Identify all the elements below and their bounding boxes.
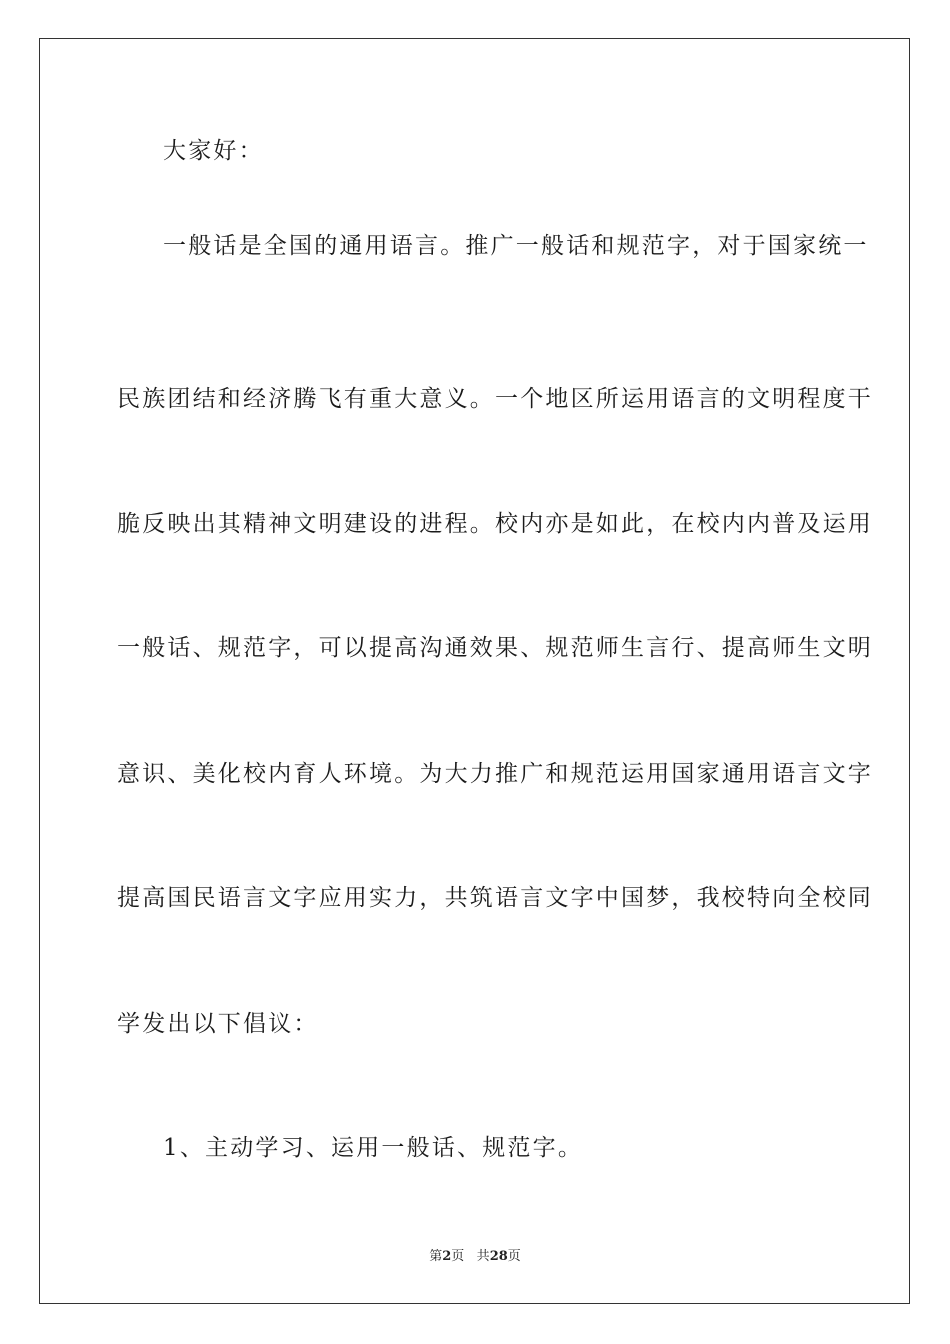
total-pages: 28 bbox=[489, 1249, 508, 1264]
paragraph-line: 脆反映出其精神文明建设的进程。校内亦是如此，在校内内普及运用 bbox=[117, 511, 873, 537]
total-prefix: 共 bbox=[476, 1249, 490, 1264]
list-item: 1、主动学习、运用一般话、规范字。 bbox=[163, 1135, 584, 1161]
paragraph-line: 意识、美化校内育人环境。为大力推广和规范运用国家通用语言文字 bbox=[117, 761, 873, 787]
page-border bbox=[39, 38, 910, 1304]
greeting-line: 大家好： bbox=[163, 138, 264, 164]
paragraph-line: 提高国民语言文字应用实力，共筑语言文字中国梦，我校特向全校同 bbox=[117, 885, 873, 911]
page-suffix: 页 bbox=[451, 1249, 465, 1264]
paragraph-line: 学发出以下倡议： bbox=[117, 1011, 319, 1037]
paragraph-line: 民族团结和经济腾飞有重大意义。一个地区所运用语言的文明程度干 bbox=[117, 386, 873, 412]
page-number: 2 bbox=[442, 1249, 452, 1264]
paragraph-line: 一般话、规范字，可以提高沟通效果、规范师生言行、提高师生文明 bbox=[117, 635, 873, 661]
page-footer bbox=[0, 1248, 950, 1266]
paragraph-line: 一般话是全国的通用语言。推广一般话和规范字，对于国家统一 bbox=[163, 233, 869, 259]
page-prefix: 第 bbox=[429, 1249, 443, 1264]
total-suffix: 页 bbox=[507, 1249, 521, 1264]
